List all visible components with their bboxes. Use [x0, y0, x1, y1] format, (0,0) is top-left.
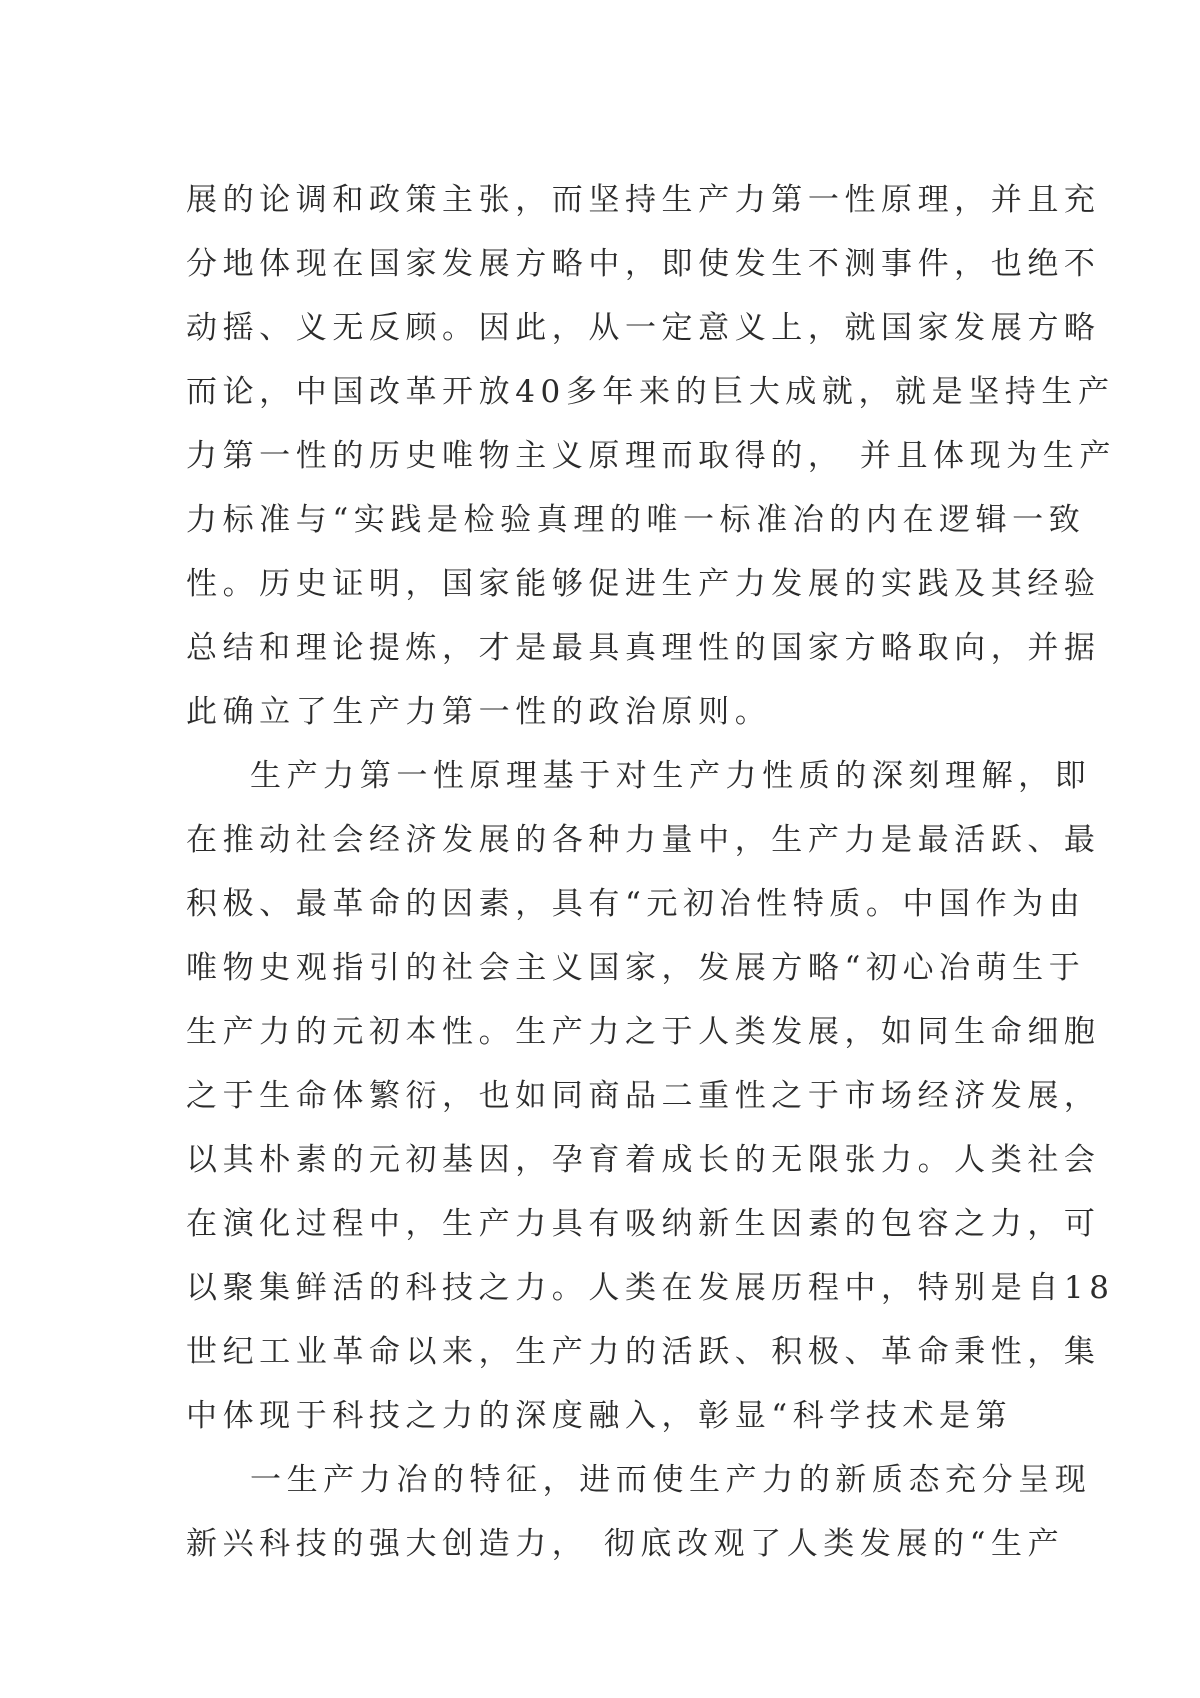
- text-line: 而论，中国改革开放40多年来的巨大成就，就是坚持生产: [186, 374, 1115, 410]
- text-line: 唯物史观指引的社会主义国家，发展方略“初心冶萌生于: [186, 950, 1086, 986]
- text-line: 力标准与“实践是检验真理的唯一标准冶的内在逻辑一致: [186, 502, 1086, 538]
- text-line: 新兴科技的强大创造力， 彻底改观了人类发展的“生产: [186, 1526, 1065, 1562]
- text-line: 总结和理论提炼，才是最具真理性的国家方略取向，并据: [186, 630, 1101, 666]
- text-line: 性。历史证明，国家能够促进生产力发展的实践及其经验: [186, 566, 1101, 602]
- text-line: 力第一性的历史唯物主义原理而取得的， 并且体现为生产: [186, 438, 1116, 474]
- text-line: 以其朴素的元初基因，孕育着成长的无限张力。人类社会: [186, 1142, 1101, 1178]
- text-line: 之于生命体繁衍，也如同商品二重性之于市场经济发展，: [186, 1078, 1101, 1114]
- text-line: 在推动社会经济发展的各种力量中，生产力是最活跃、最: [186, 822, 1101, 858]
- paragraph-first-line: 生产力第一性原理基于对生产力性质的深刻理解，即: [250, 758, 1092, 794]
- text-line: 世纪工业革命以来，生产力的活跃、积极、革命秉性，集: [186, 1334, 1101, 1370]
- text-line: 在演化过程中，生产力具有吸纳新生因素的包容之力，可: [186, 1206, 1101, 1242]
- body-text: [186, 168, 1116, 1576]
- text-line: 动摇、义无反顾。因此，从一定意义上，就国家发展方略: [186, 310, 1101, 346]
- text-line: 此确立了生产力第一性的政治原则。: [186, 694, 772, 730]
- text-line: 中体现于科技之力的深度融入，彰显“科学技术是第: [186, 1398, 1013, 1434]
- text-line: 展的论调和政策主张，而坚持生产力第一性原理，并且充: [186, 182, 1101, 218]
- text-line: 积极、最革命的因素，具有“元初冶性特质。中国作为由: [186, 886, 1086, 922]
- text-line: 分地体现在国家发展方略中，即使发生不测事件，也绝不: [186, 246, 1101, 282]
- paragraph-first-line: 一生产力冶的特征，进而使生产力的新质态充分呈现: [250, 1462, 1092, 1498]
- text-line: 以聚集鲜活的科技之力。人类在发展历程中，特别是自18: [186, 1270, 1115, 1306]
- text-line: 生产力的元初本性。生产力之于人类发展，如同生命细胞: [186, 1014, 1101, 1050]
